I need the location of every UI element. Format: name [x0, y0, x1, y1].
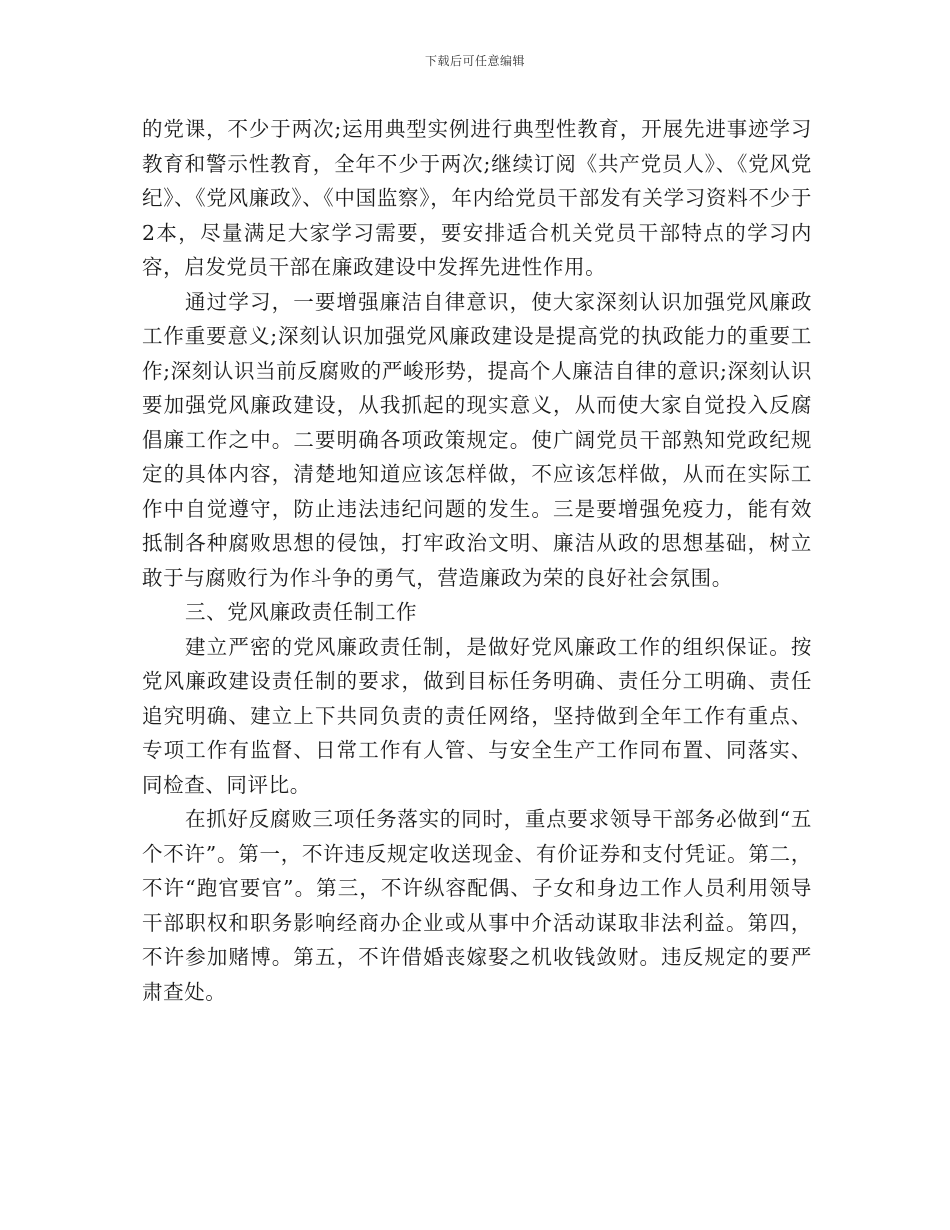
paragraph-continuation: 的党课，不少于两次;运用典型实例进行典型性教育，开展先进事迹学习教育和警示性教育，全年不少于两次;继续订阅《共产党员人》、《党风党纪》、《党风廉政》、《中国监察》，年内给党员干部发有关学习资料不少于2本，尽量满足大家学习需要，要安排适合机关党员干部特点的学习内容，启发党员干部在廉政建设中发挥先进性作用。	[142, 117, 812, 279]
paragraph-responsibility-system: 建立严密的党风廉政责任制，是做好党风廉政工作的组织保证。按党风廉政建设责任制的要求，做到目标任务明确、责任分工明确、责任追究明确、建立上下共同负责的责任网络，坚持做到全年工作有重点、专项工作有监督、日常工作有人管、与安全生产工作同布置、同落实、同检查、同评比。	[142, 634, 812, 797]
paragraph-study-goals: 通过学习，一要增强廉洁自律意识，使大家深刻认识加强党风廉政工作重要意义;深刻认识加强党风廉政建设是提高党的执政能力的重要工作;深刻认识当前反腐败的严峻形势，提高个人廉洁自律的意识;深刻认识要加强党风廉政建设，从我抓起的现实意义，从而使大家自觉投入反腐倡廉工作之中。二要明确各项政策规定。使广阔党员干部熟知党政纪规定的具体内容，清楚地知道应该怎样做，不应该怎样做，从而在实际工作中自觉遵守，防止违法违纪问题的发生。三是要增强免疫力，能有效抵制各种腐败思想的侵蚀，打牢政治文明、廉洁从政的思想基础，树立敢于与腐败行为作斗争的勇气，营造廉政为荣的良好社会氛围。	[142, 289, 812, 590]
section-heading: 三、党风廉政责任制工作	[185, 600, 418, 624]
paragraph-five-prohibitions: 在抓好反腐败三项任务落实的同时，重点要求领导干部务必做到“五个不许”。第一，不许违反规定收送现金、有价证券和支付凭证。第二，不许“跑官要官”。第三，不许纵容配偶、子女和身边工作人员利用领导干部职权和职务影响经商办企业或从事中介活动谋取非法利益。第四，不许参加赌博。第五，不许借婚丧嫁娶之机收钱敛财。违反规定的要严肃查处。	[142, 807, 812, 1004]
page-header-note: 下载后可任意编辑	[424, 54, 525, 68]
document-body	[142, 112, 812, 1009]
